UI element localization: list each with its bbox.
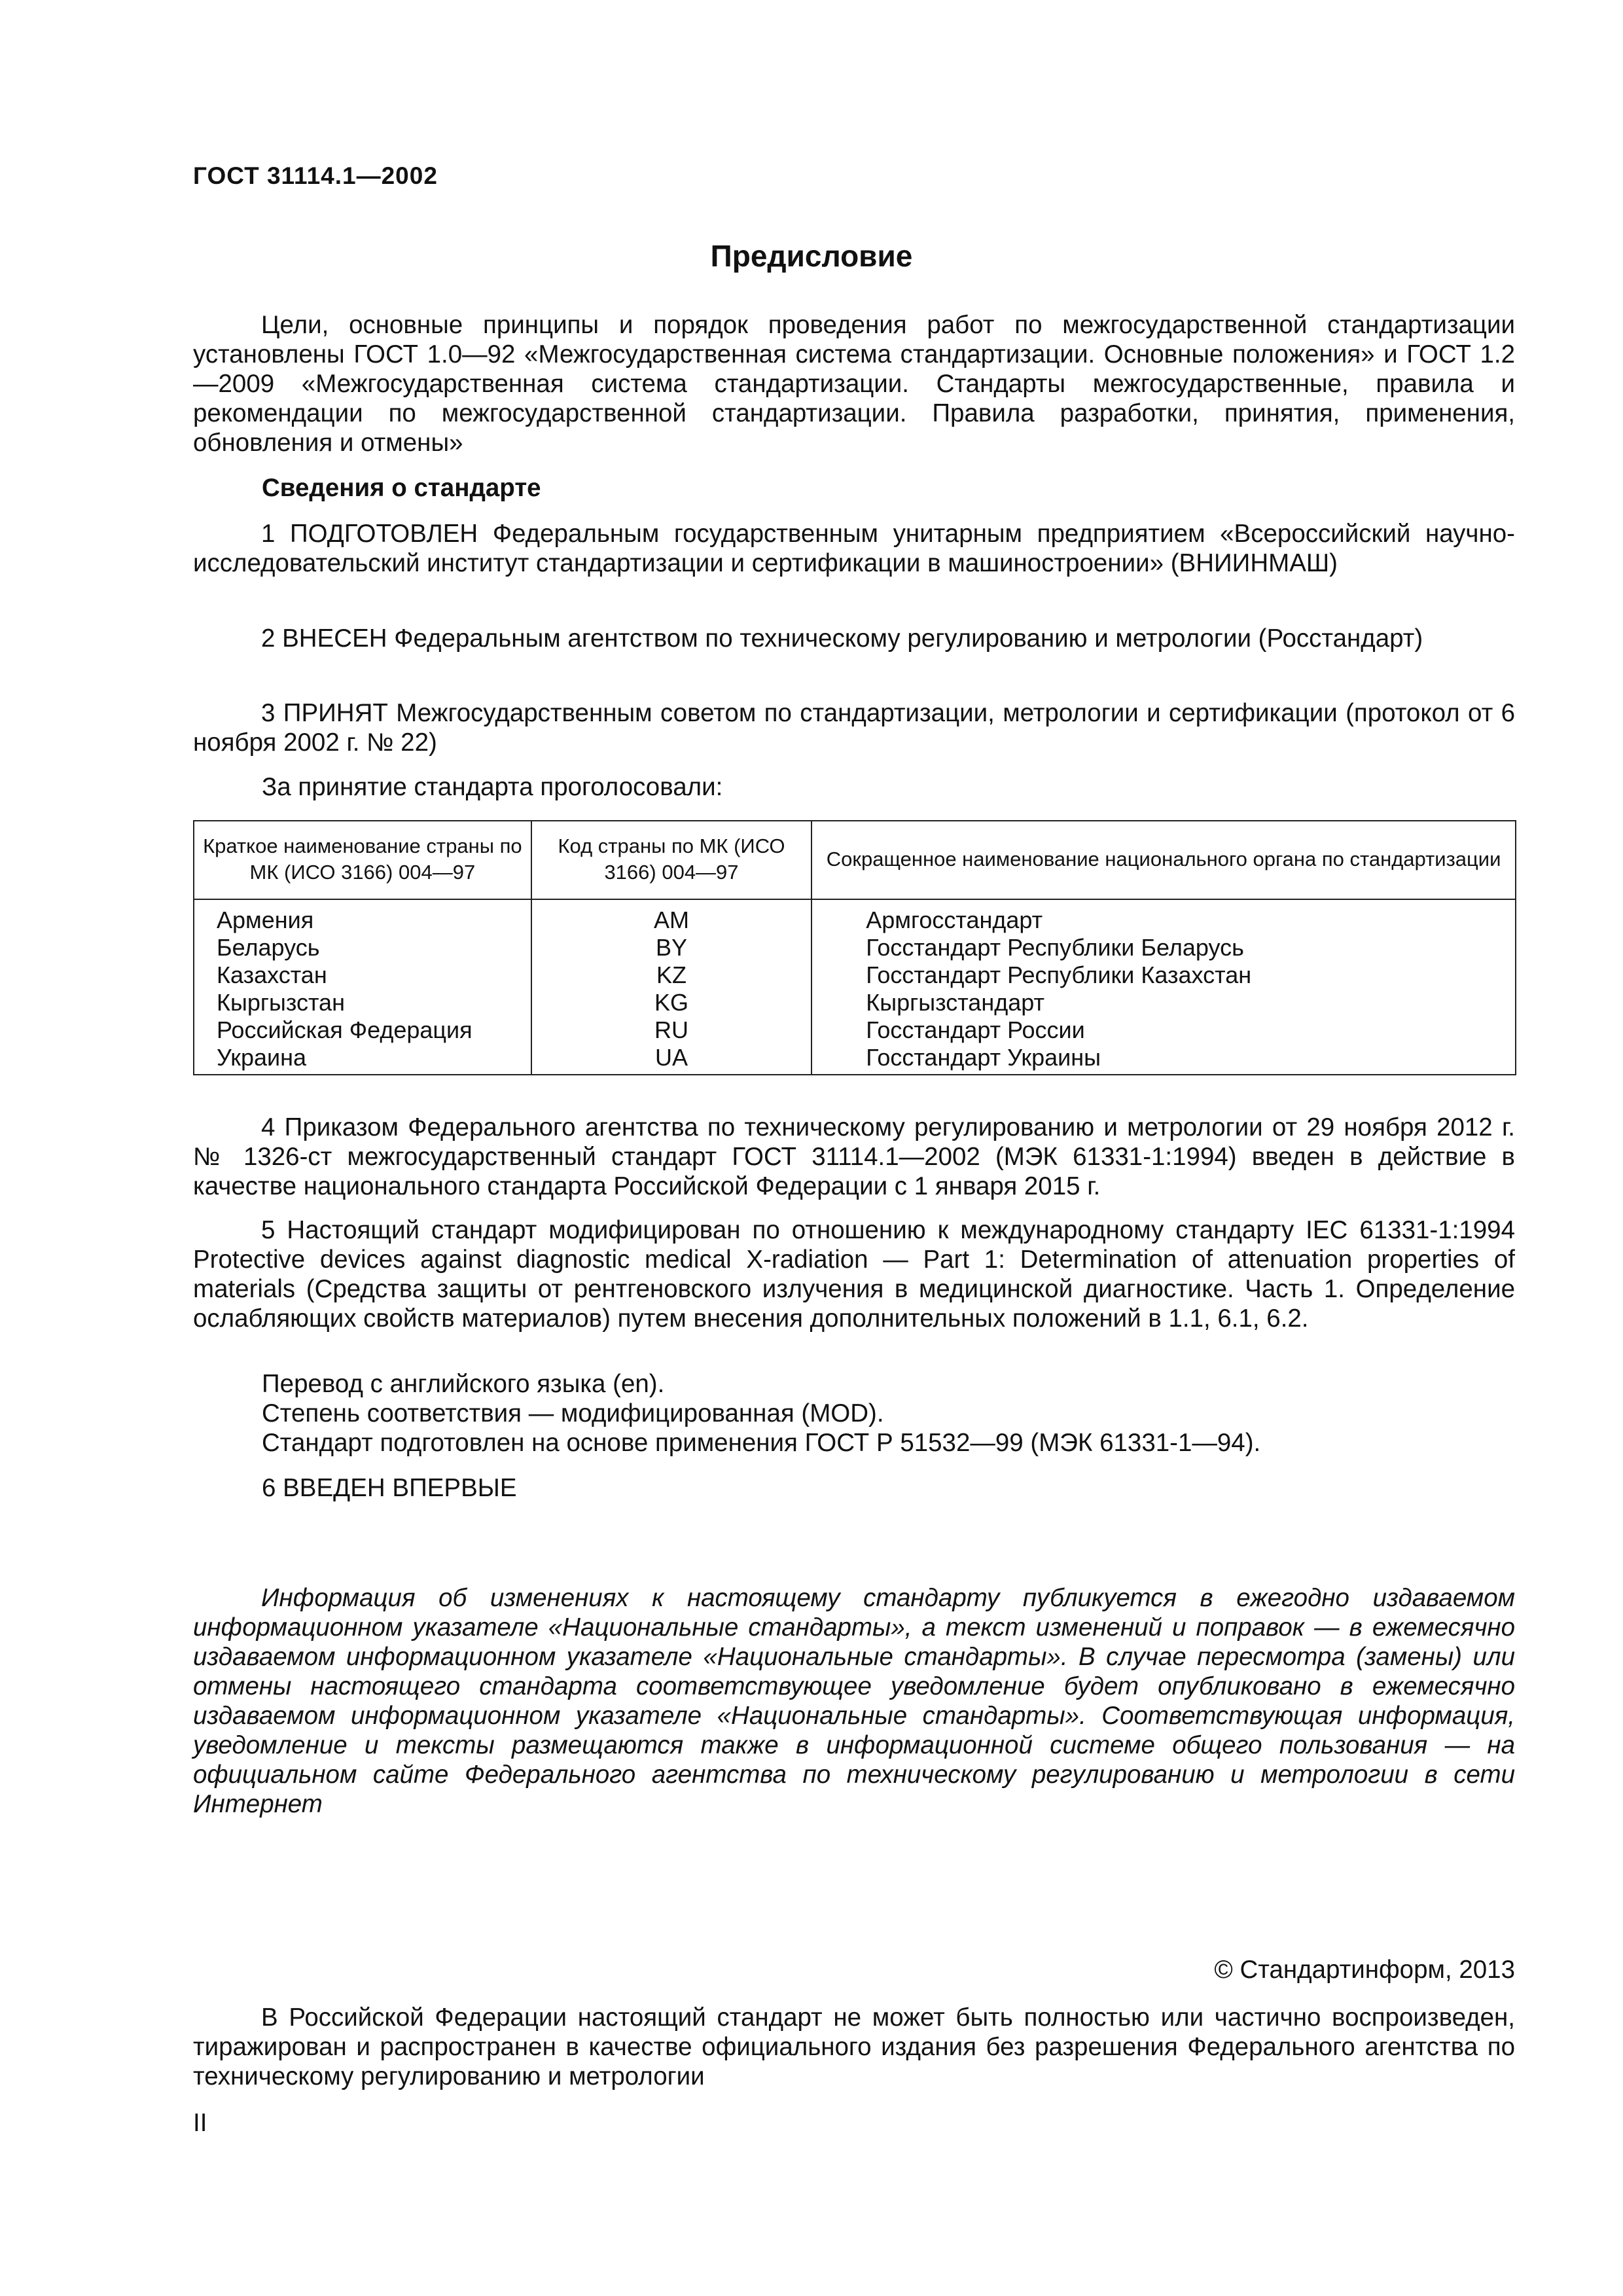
voting-table <box>193 820 1516 1075</box>
item-6-paragraph: 6 ВВЕДЕН ВПЕРВЫЕ <box>262 1474 517 1502</box>
page-title: Предисловие <box>710 239 913 273</box>
table-cell-body: Госстандарт России <box>866 1016 1085 1043</box>
item-5-basis: Стандарт подготовлен на основе применения ГОСТ Р 51532—99 (МЭК 61331-1—94). <box>262 1429 1261 1457</box>
table-cell-country: Российская Федерация <box>217 1016 473 1043</box>
table-cell-body: Кыргызстандарт <box>866 989 1044 1016</box>
table-cell-code: UA <box>654 1044 688 1071</box>
item-2-paragraph: 2 ВНЕСЕН Федеральным агентством по техническому регулированию и метрологии (Росстандарт) <box>261 624 1423 653</box>
table-cell-country: Украина <box>217 1044 307 1071</box>
country-column <box>194 899 531 1075</box>
table-cell-country: Казахстан <box>217 961 327 988</box>
page-number: II <box>193 2109 207 2137</box>
reproduction-notice: В Российской Федерации настоящий стандарт не может быть полностью или частично воспроизведен, тиражирован и распространен в качестве официального издания без разрешения Федерального агентства по техническому регулированию и метрологии <box>193 2003 1515 2090</box>
document-header: ГОСТ 31114.1—2002 <box>193 162 438 189</box>
table-cell-code: KZ <box>656 961 687 988</box>
table-cell-code: RU <box>654 1016 688 1043</box>
table-cell-body: Госстандарт Украины <box>866 1044 1101 1071</box>
table-cell-code: BY <box>655 934 687 961</box>
code-column <box>531 899 812 1075</box>
table-header-country: Краткое наименование страны по МК (ИСО 3166) 004—97 <box>194 821 531 899</box>
table-cell-body: Армгосстандарт <box>866 906 1043 933</box>
table-cell-country: Кыргызстан <box>217 989 345 1016</box>
copyright-notice: © Стандартинформ, 2013 <box>1214 1956 1515 1984</box>
item-4-paragraph: 4 Приказом Федерального агентства по техническому регулированию и метрологии от 29 ноября 2012 г. № 1326-ст межгосударственный стандарт ГОСТ 31114.1—2002 (МЭК 61331-1:1994) введен в действие в качестве национального стандарта Российской Федерации с 1 января 2015 г. <box>193 1113 1515 1200</box>
body-column <box>812 899 1516 1075</box>
item-5-conformity: Степень соответствия — модифицированная (MOD). <box>262 1399 884 1427</box>
voted-label: За принятие стандарта проголосовали: <box>262 773 723 801</box>
info-heading: Сведения о стандарте <box>262 474 541 502</box>
item-5-translation: Перевод с английского языка (en). <box>262 1370 665 1398</box>
table-cell-code: AM <box>653 906 689 933</box>
item-1-paragraph: 1 ПОДГОТОВЛЕН Федеральным государственным унитарным предприятием «Всероссийский научно-исследовательский институт стандартизации и сертификации в машиностроении» (ВНИИНМАШ) <box>193 520 1515 577</box>
item-3-paragraph: 3 ПРИНЯТ Межгосударственным советом по стандартизации, метрологии и сертификации (протокол от 6 ноября 2002 г. № 22) <box>193 699 1515 757</box>
item-5-paragraph: 5 Настоящий стандарт модифицирован по отношению к международному стандарту IEC 61331-1:1994 Protective devices against diagnostic medical X-radiation — Part 1: Determination of attenuation properties of materials (Средства защиты от рентгеновского излучения в медицинской диагностике. Часть 1. Определение ослабляющих свойств материалов) путем внесения дополнительных положений в 1.1, 6.1, 6.2. <box>193 1216 1515 1333</box>
table-cell-code: KG <box>654 989 688 1016</box>
table-header-code: Код страны по МК (ИСО 3166) 004—97 <box>531 821 812 899</box>
changes-info: Информация об изменениях к настоящему стандарту публикуется в ежегодно издаваемом информационном указателе «Национальные стандарты», а текст изменений и поправок — в ежемесячно издаваемом информационном указателе «Национальные стандарты». В случае пересмотра (замены) или отмены настоящего стандарта соответствующее уведомление будет опубликовано в ежемесячно издаваемом информационном указателе «Национальные стандарты». Соответствующая информация, уведомление и тексты размещаются также в информационной системе общего пользования — на официальном сайте Федерального агентства по техническому регулированию и метрологии в сети Интернет <box>193 1584 1515 1818</box>
table-header-body: Сокращенное наименование национального органа по стандартизации <box>812 821 1516 899</box>
table-cell-body: Госстандарт Республики Беларусь <box>866 934 1244 961</box>
table-cell-body: Госстандарт Республики Казахстан <box>866 961 1252 988</box>
table-cell-country: Беларусь <box>217 934 320 961</box>
intro-paragraph: Цели, основные принципы и порядок проведения работ по межгосударственной стандартизации установлены ГОСТ 1.0—92 «Межгосударственная система стандартизации. Основные положения» и ГОСТ 1.2—2009 «Межгосударственная система стандартизации. Стандарты межгосударственные, правила и рекомендации по межгосударственной стандартизации. Правила разработки, принятия, применения, обновления и отмены» <box>193 311 1515 457</box>
table-cell-country: Армения <box>217 906 314 933</box>
